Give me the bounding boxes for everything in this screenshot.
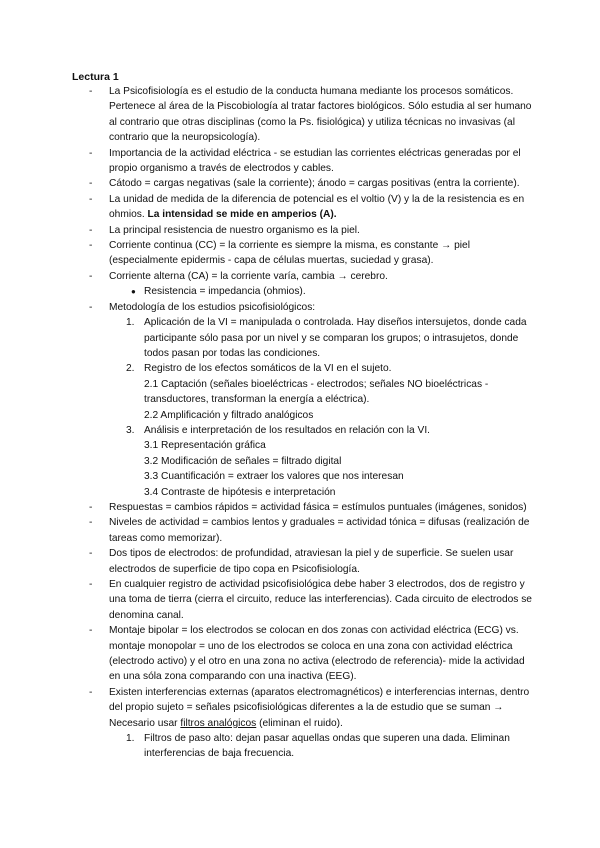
- list-item: - Existen interferencias externas (aparatos electromagnéticos) e interferencias internas, dentro del propio sujeto = señales psicofisiológicas diferentes a la de estudio que se suman → Necesario usar filtros analógicos (eliminan el ruido).: [89, 686, 530, 729]
- list-item: - Corriente alterna (CA) = la corriente varía, cambia → cerebro.: [89, 270, 388, 282]
- list-item: - La unidad de medida de la diferencia de potencial es el voltio (V) y la de la resistencia es en ohmios. La intensidad se mide en amperios (A).: [89, 193, 525, 221]
- list-item: - La principal resistencia de nuestro organismo es la piel.: [89, 224, 360, 236]
- bullet-item: ● Resistencia = impedancia (ohmios).: [72, 284, 532, 299]
- numbered-item: 3. Análisis e interpretación de los resultados en relación con la VI.: [126, 424, 430, 436]
- sub-item: 3.2 Modificación de señales = filtrado digital: [144, 455, 342, 467]
- numbered-item: 1. Filtros de paso alto: dejan pasar aquellas ondas que superen una dada. Eliminan interferencias de baja frecuencia.: [126, 733, 510, 760]
- numbered-item: 2. Registro de los efectos somáticos de la VI en el sujeto.: [126, 363, 392, 375]
- bullet-icon: ●: [131, 287, 136, 297]
- sub-item: 2.1 Captación (señales bioeléctricas - electrodos; señales NO bioeléctricas - transductores, transforman la energía a eléctrica).: [144, 378, 489, 406]
- list-item: - Importancia de la actividad eléctrica - se estudian las corrientes eléctricas generadas por el propio organismo a través de electrodos y cables.: [89, 147, 521, 175]
- list-item: - Respuestas = cambios rápidos = actividad fásica = estímulos puntuales (imágenes, sonidos): [89, 501, 527, 513]
- sub-item: 3.3 Cuantificación = extraer los valores que nos interesan: [144, 471, 404, 483]
- list-item: - Montaje bipolar = los electrodos se colocan en dos zonas con actividad eléctrica (ECG) vs. montaje monopolar = uno de los electrodos se coloca en una zona con actividad eléctrica (electrodo activo) y el otro en una zona no activa (electrodo de referencia)- mide la actividad en una sóla zona comparando con una inactiva (EEG).: [89, 625, 525, 683]
- list-item: - Corriente continua (CC) = la corriente es siempre la misma, es constante → piel (especialmente epidermis - capa de células muertas, suciedad y grasa).: [89, 240, 470, 267]
- list-item: - Metodología de los estudios psicofisiológicos:: [89, 301, 316, 313]
- document-page: [72, 70, 532, 762]
- sub-item: 2.2 Amplificación y filtrado analógicos: [144, 409, 314, 421]
- list-item: - La Psicofisiología es el estudio de la conducta humana mediante los procesos somáticos. Pertenece al área de la Piscobiología al tratar factores biológicos. Sólo estudia al ser humano al contrario que otras disciplinas (como la Ps. fisiológica) y utiliza técnicas no invasivas (al contrario que la neuropsicología).: [89, 86, 532, 144]
- sub-item: 3.1 Representación gráfica: [144, 440, 266, 452]
- list-item: - Niveles de actividad = cambios lentos y graduales = actividad tónica = difusas (realización de tareas como memorizar).: [89, 517, 530, 544]
- list-item: - Cátodo = cargas negativas (sale la corriente); ánodo = cargas positivas (entra la corriente).: [89, 178, 520, 190]
- underlined-text: filtros analógicos: [180, 717, 257, 729]
- list-item: - Dos tipos de electrodos: de profundidad, atraviesan la piel y de superficie. Se suelen usar electrodos de superficie de tipo copa en Psicofisiología.: [89, 548, 514, 575]
- list-item: - En cualquier registro de actividad psicofisiológica debe haber 3 electrodos, dos de registro y una toma de tierra (cierra el circuito, reduce las interferencias). Cada circuito de electrodos se denomina canal.: [89, 579, 532, 621]
- page-title: Lectura 1: [72, 71, 119, 83]
- sub-item: 3.4 Contraste de hipótesis e interpretación: [144, 486, 336, 498]
- bold-text: La intensidad se mide en amperios (A).: [147, 209, 337, 221]
- numbered-item: 1. Aplicación de la VI = manipulada o controlada. Hay diseños intersujetos, donde cada participante sólo pasa por un nivel y se comparan los grupos; o intrasujetos, donde todos pasan por todas las condiciones.: [126, 317, 527, 359]
